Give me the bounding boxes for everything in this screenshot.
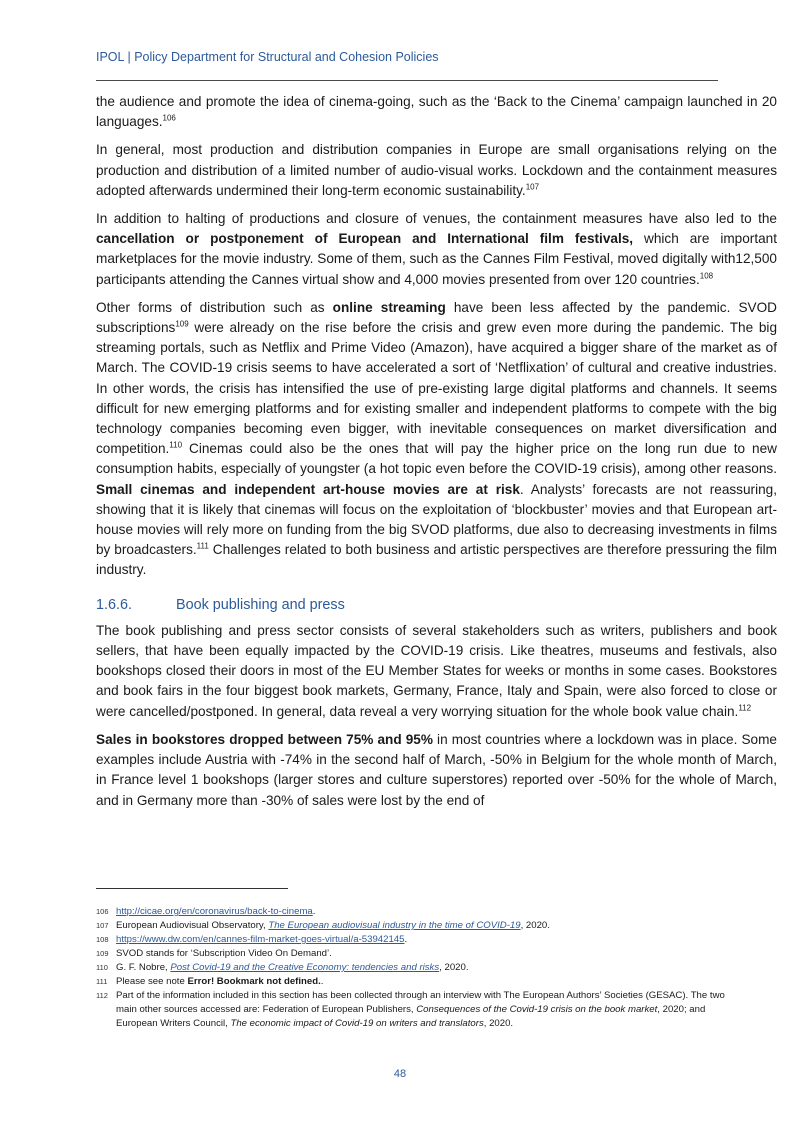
footnote: 108 https://www.dw.com/en/cannes-film-market-goes-virtual/a-53942145. xyxy=(96,934,408,945)
footnote: 112 Part of the information included in this section has been collected through an interview with The European Authors’ Societies (GESAC). The two main other sources accessed are: Federation of European Publishers, Consequences of the Covid-19 crisis on the book market, 2020; and European Writers Council, The economic impact of Covid-19 on writers and translators, 2020. xyxy=(96,990,725,1029)
footnote: 107 European Audiovisual Observatory, The European audiovisual industry in the time of COVID-19, 2020. xyxy=(96,920,550,931)
paragraph: In addition to halting of productions and closure of venues, the containment measures have also led to the cancellation or postponement of European and International film festivals, which are important marketplaces for the movie industry. Some of them, such as the Cannes Film Festival, moved digitally with12,500 participants attending the Cannes virtual show and 4,000 movies presented from over 120 countries.$^{108}$ xyxy=(96,211,777,287)
footnote-link[interactable]: http://cicae.org/en/coronavirus/back-to-cinema xyxy=(116,906,313,917)
footnote-ref[interactable]: 106 xyxy=(162,113,176,123)
footnote-ref[interactable]: 108 xyxy=(699,271,714,281)
footnote: 111 Please see note Error! Bookmark not defined.. xyxy=(96,976,324,987)
footnote-ref[interactable]: 112 xyxy=(738,703,752,713)
header-divider xyxy=(96,80,718,81)
paragraph: In general, most production and distribution companies in Europe are small organisations relying on the production and distribution of a limited number of audio-visual works. Lockdown and the containment measures adopted afterwards undermined their long-term economic sustainability.$^{107}$ xyxy=(96,142,777,198)
footnote-link[interactable]: Post Covid-19 and the Creative Economy: tendencies and risks xyxy=(170,962,440,973)
section-number: 1.6.6. xyxy=(96,596,133,613)
paragraph: Sales in bookstores dropped between 75% and 95% in most countries where a lockdown was in place. Some examples include Austria with -74% in the second half of March, -50% in Belgium for the whole month of March, in France level 1 bookshops (larger stores and culture superstores) reported over -50% for the whole of March, and in Germany more than -30% of sales were lost by the end of xyxy=(96,731,777,808)
footnotes xyxy=(96,905,736,1031)
emphasis: Small cinemas and independent art-house movies are at risk xyxy=(96,481,520,497)
body-content xyxy=(96,92,777,819)
footnote: 106 http://cicae.org/en/coronavirus/back-to-cinema. xyxy=(96,906,316,917)
footnote-ref[interactable]: 107 xyxy=(525,182,540,192)
footnote-ref[interactable]: 111 xyxy=(196,541,209,551)
footnote-ref[interactable]: 109 xyxy=(175,319,189,329)
running-header: IPOL | Policy Department for Structural and Cohesion Policies xyxy=(96,50,439,64)
section-heading xyxy=(96,595,777,615)
emphasis: Sales in bookstores dropped between 75% and 95% xyxy=(96,731,433,747)
page-number: 48 xyxy=(393,1068,407,1080)
paragraph: The book publishing and press sector consists of several stakeholders such as writers, publishers and book sellers, that have been equally impacted by the COVID-19 crisis. Like theatres, museums and festivals, also bookshops closed their doors in most of the EU Member States for weeks or months in some cases. Bookstores and book fairs in the four biggest book markets, Germany, France, Italy and Spain, were also forced to close or were cancelled/postponed. In general, data reveal a very worrying situation for the whole book value chain.$^{112}$ xyxy=(96,622,777,719)
footnote-divider xyxy=(96,888,288,889)
section-title: Book publishing and press xyxy=(176,596,345,613)
footnote: 109 SVOD stands for ‘Subscription Video On Demand’. xyxy=(96,948,332,959)
footnote-link[interactable]: https://www.dw.com/en/cannes-film-market-goes-virtual/a-53942145 xyxy=(116,934,405,945)
paragraph: Other forms of distribution such as online streaming have been less affected by the pandemic. SVOD subscriptions$^{109}$ were already on the rise before the crisis and grew even more during the pandemic. The big streaming portals, such as Netflix and Prime Video (Amazon), have acquired a bigger share of the market as of March. The COVID-19 crisis seems to have accelerated a sort of ‘Netflixation’ of cultural and creative industries. In other words, the crisis has intensified the use of pre-existing large digital platforms and channels. It seems difficult for new emerging platforms and for existing smaller and independent platforms to compete with the big technology companies becoming even bigger, with inevitable consequences on market diversification and competition.$^{110}$ Cinemas could also be the ones that will pay the higher price on the long run due to new consumption habits, especially of youngster (a hot topic even before the COVID-19 crisis), among other reasons. Small cinemas and independent art-house movies are at risk. Analysts’ forecasts are not reassuring, showing that it is likely that cinemas will focus on the exploitation of ‘blockbuster’ movies and that European art-house movies will rely more on funding from the big SVOD platforms, due also to decreasing investments in films by broadcasters.$^{111}$ Challenges related to both business and artistic perspectives are therefore pressuring the film industry. xyxy=(96,299,778,578)
footnote-ref[interactable]: 110 xyxy=(169,440,183,450)
emphasis: cancellation or postponement of European and International film festivals, xyxy=(96,231,634,247)
emphasis: online streaming xyxy=(332,299,446,315)
footnote: 110 G. F. Nobre, Post Covid-19 and the Creative Economy: tendencies and risks, 2020. xyxy=(96,962,469,973)
footnote-link[interactable]: The European audiovisual industry in the time of COVID-19 xyxy=(268,920,521,931)
paragraph: the audience and promote the idea of cinema-going, such as the ‘Back to the Cinema’ campaign launched in 20 languages.$^{106}$ xyxy=(96,94,777,130)
